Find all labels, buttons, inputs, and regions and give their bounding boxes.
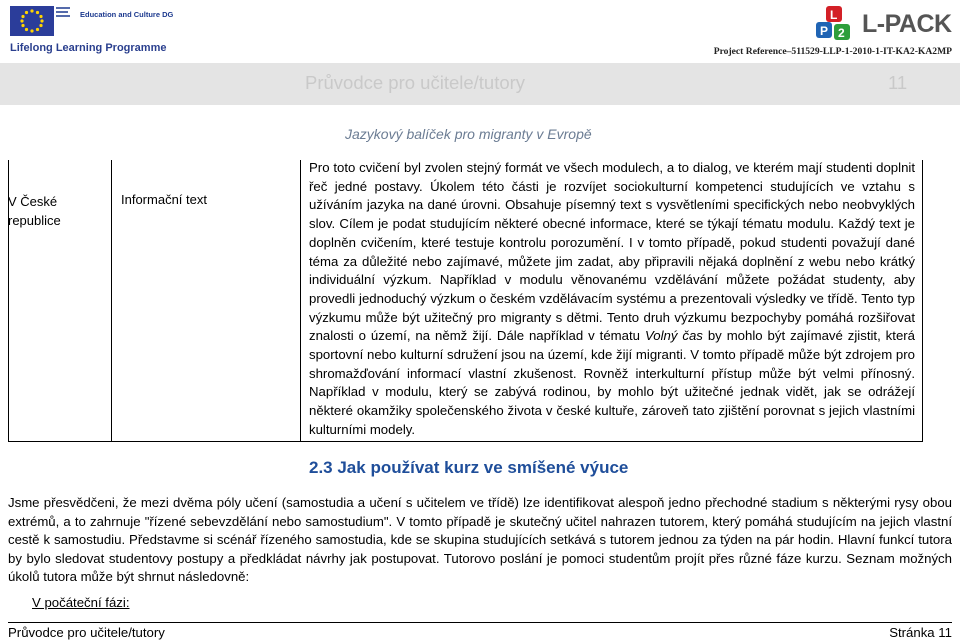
description-cell xyxy=(309,159,915,440)
eu-lifelong-learning-logo xyxy=(4,4,184,56)
document-title: Průvodce pro učitele/tutory xyxy=(305,72,526,93)
initial-phase-label: V počáteční fázi: xyxy=(32,595,130,610)
table-border-right xyxy=(922,160,923,442)
lpack-puzzle-icon xyxy=(812,4,862,44)
lpack-wordmark: L-PACK xyxy=(862,10,952,38)
table-border-bottom xyxy=(8,441,923,442)
type-cell: Informační text xyxy=(121,192,207,207)
description-paragraph: Pro toto cvičení byl zvolen stejný formát ve všech modulech, a to dialog, ve kterém mají studenti doplnit řeč jedné postavy. Úkolem této části je rozvíjet sociokulturní kompetenci studujících ve vztahu s užíváním jazyka na dané úrovni. Obsahuje písemný text s vysvětleními specifických nebo neobvyklých slov. Cílem je podat studujícím některé obecné informace, které se týkají tématu modulu. Každý text je doplněn cvičením, které testuje kontrolu porozumění. I v tomto případě, pokud studenti považují dané téma za důležité nebo zajímavé, můžete jim zadat, aby připravili nějaká doplnění z webu nebo krátký individuální výzkum. Například v modulu věnovanému vzdělávání můžete požádat studenty, aby provedli jednoduchý výzkum o českém vzdělávacím systému a prezentovali výsledky ve třídě. Tento typ výzkumu může být užitečný pro migranty s dětmi. Tento druh výzkumu bezpochyby pomáhá rozšiřovat znalosti o území, na němž žijí. Dále například v tématu Volný čas by mohlo být zajímavé zjistit, která sportovní nebo kulturní sdružení jsou na území, kde žijí migranti. V tomto případě může být zdrojem pro shromažďování informací vlastní zkušenost. Rovněž interkulturní přístup může být velmi přínosný. Například v modulu, který se zabývá rodinou, by mohlo být užitečné jednak vidět, jak se odrážejí některé okamžiky společenského života v české kultuře, zároveň tato zjištění porovnat s jejich vlastními kulturními modely. xyxy=(309,160,916,437)
body-paragraph: Jsme přesvědčeni, že mezi dvěma póly učení (samostudia a učení s učitelem ve třídě) lze identifikovat alespoň jedno přechodné stadium s některými rysy obou extrémů, a to zahrnuje "řízené sebevzdělání nebo samostudium". V tomto případě je skutečný učitel nahrazen tutorem, který pomáhá studujícím na jejich vlastní cestě k samostudiu. Představme si scénář řízeného samostudia, kde se skupina studujících setkává s tutorem jednou za týden na pár hodin. Hlavní funkcí tutora by bylo sledovat studentovy postupy a předkládat návrhy jak postupovat. Tutorovo poslání je pomoci studentům projít přes různé fáze kurzu. Seznam možných úkolů tutora může být shrnut následovně: xyxy=(8,495,952,585)
page-number: 11 xyxy=(888,72,908,93)
country-line-2: republice xyxy=(8,213,61,228)
subtitle: Jazykový balíček pro migranty v Evropě xyxy=(345,126,592,142)
footer-title: Průvodce pro učitele/tutory xyxy=(8,625,165,640)
project-reference: Project Reference–511529-LLP-1-2010-1-IT-KA2-KA2MP xyxy=(713,46,952,57)
country-line-1: V České xyxy=(8,194,58,209)
svg-text:2: 2 xyxy=(838,26,845,40)
eu-dg-text: Education and Culture DG xyxy=(80,10,174,19)
svg-text:L: L xyxy=(830,8,838,22)
italic-phrase: Volný čas xyxy=(644,328,703,344)
lpack-logo xyxy=(812,4,960,44)
section-heading: 2.3 Jak používat kurz ve smíšené výuce xyxy=(309,458,629,477)
svg-text:P: P xyxy=(820,24,829,38)
eu-flag-icon xyxy=(10,6,74,36)
table-border-col1 xyxy=(111,160,112,442)
footer-page: Stránka 11 xyxy=(889,625,952,640)
country-cell xyxy=(8,192,61,230)
footer-divider xyxy=(8,622,952,623)
llp-text: Lifelong Learning Programme xyxy=(10,42,167,54)
table-border-col2 xyxy=(300,160,301,442)
